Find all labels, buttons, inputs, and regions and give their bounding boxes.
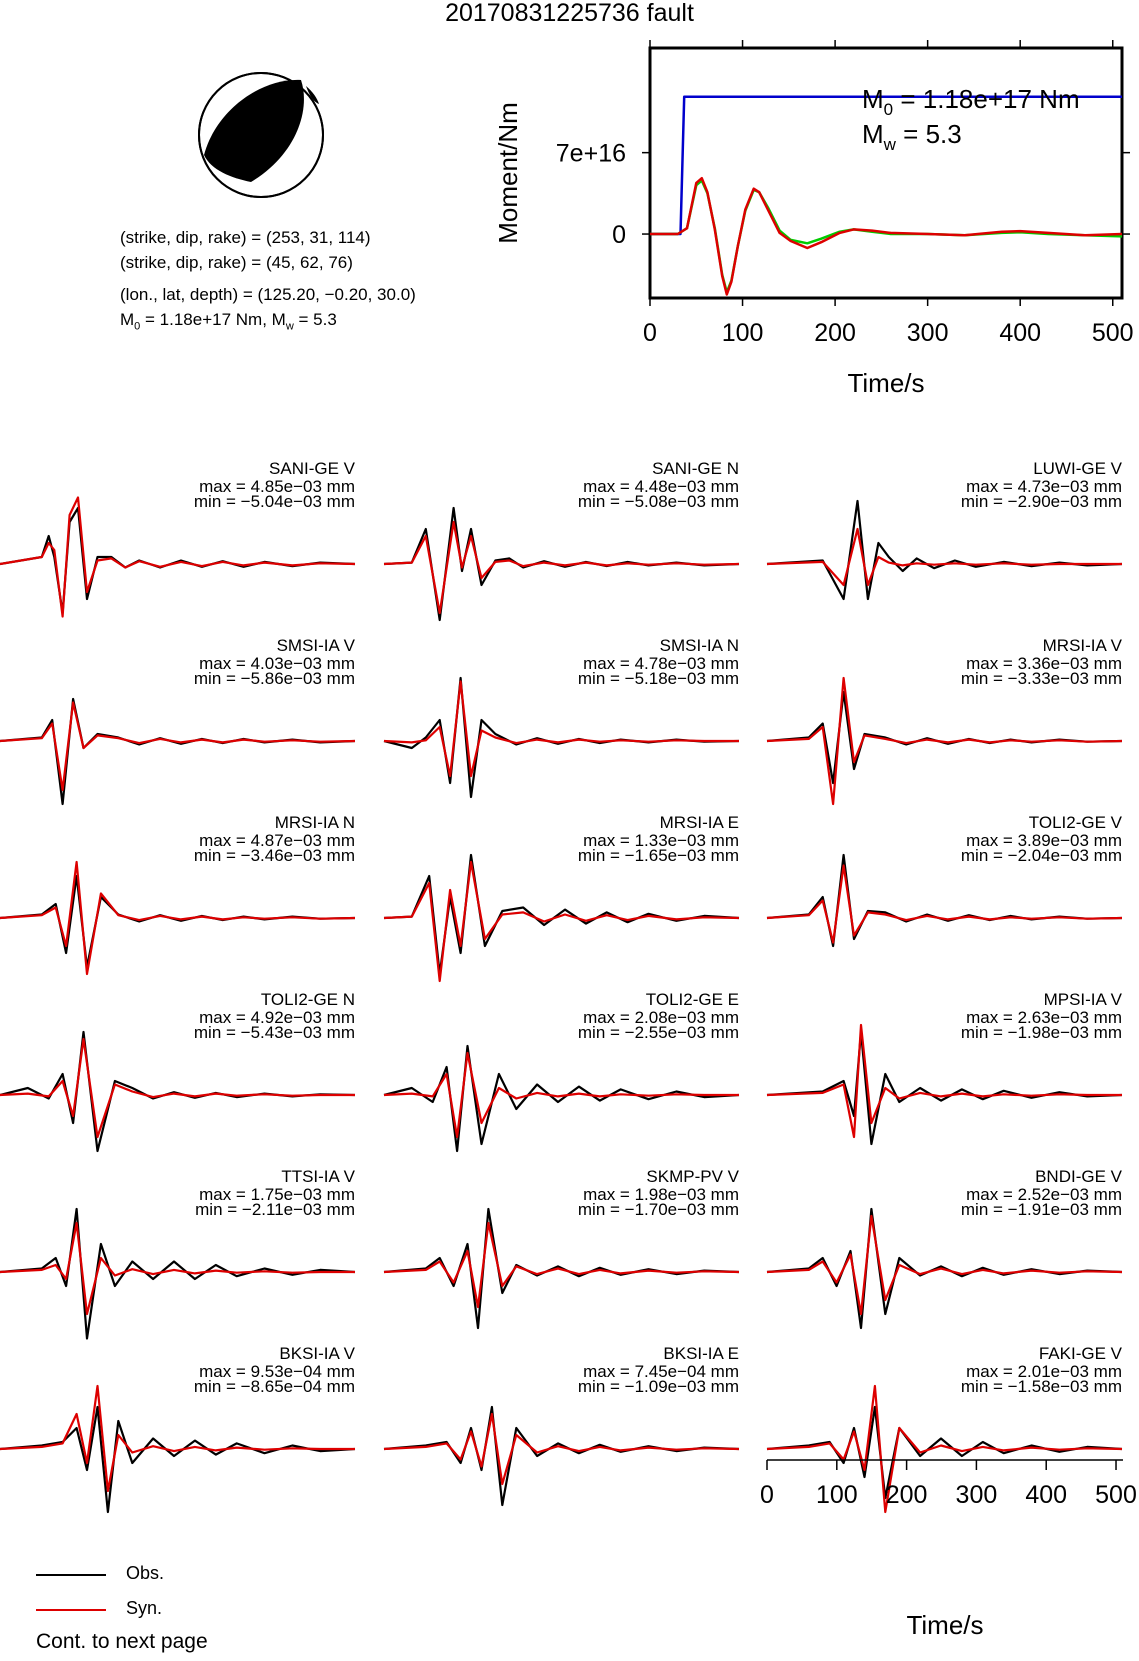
syn-trace — [0, 703, 355, 791]
m0-value: = 1.18e+17 Nm, M — [140, 310, 286, 329]
moment-x-tick-label: 200 — [814, 319, 856, 347]
station-label: LUWI-GE V — [1033, 460, 1122, 478]
min-amplitude-label: min = −8.65e−04 mm — [193, 1377, 355, 1396]
obs-trace — [0, 1407, 355, 1512]
moment-annotation-mw-value: = 5.3 — [895, 119, 962, 149]
station-label: TOLI2-GE N — [260, 990, 355, 1009]
moment-rate-green — [650, 181, 1122, 293]
obs-trace — [0, 508, 355, 613]
max-amplitude-label: max = 2.52e−03 mm — [966, 1185, 1122, 1204]
waveform-panel — [767, 1167, 1123, 1328]
min-amplitude-label: min = −2.90e−03 mm — [960, 492, 1122, 511]
station-label: MRSI-IA N — [274, 813, 355, 832]
time-axis-tick-label: 100 — [815, 1481, 858, 1509]
max-amplitude-label: max = 1.98e−03 mm — [583, 1185, 739, 1204]
m0-base: M — [120, 310, 135, 329]
waveform-panel — [0, 813, 355, 974]
station-label: TOLI2-GE E — [645, 990, 739, 1009]
min-amplitude-label: min = −3.33e−03 mm — [960, 669, 1122, 688]
max-amplitude-label: max = 7.45e−04 mm — [583, 1362, 739, 1381]
max-amplitude-label: max = 4.03e−03 mm — [199, 654, 355, 673]
waveform-panel — [767, 460, 1123, 599]
max-amplitude-label: max = 4.73e−03 mm — [966, 477, 1122, 496]
obs-trace — [767, 692, 1122, 783]
max-amplitude-label: max = 9.53e−04 mm — [199, 1362, 355, 1381]
mechanism-nodal-plane-2: (strike, dip, rake) = (45, 62, 76) — [120, 253, 353, 272]
station-label: TTSI-IA V — [281, 1167, 355, 1186]
min-amplitude-label: min = −5.04e−03 mm — [193, 492, 355, 511]
max-amplitude-label: max = 4.78e−03 mm — [583, 654, 739, 673]
station-label: SMSI-IA N — [659, 636, 739, 655]
waveform-panel — [767, 636, 1123, 804]
moment-rate-chart — [0, 40, 1139, 410]
time-axis-tick-label: 400 — [1025, 1481, 1068, 1509]
min-amplitude-label: min = −2.55e−03 mm — [577, 1023, 739, 1042]
legend-item-obs — [36, 1560, 336, 1590]
moment-annotation-mw — [862, 119, 962, 154]
moment-annotation-m0 — [862, 84, 1080, 119]
syn-trace — [767, 529, 1122, 585]
max-amplitude-label: max = 4.92e−03 mm — [199, 1008, 355, 1027]
time-axis-label: Time/s — [906, 1610, 984, 1640]
syn-trace — [767, 678, 1122, 804]
obs-trace — [767, 855, 1122, 946]
max-amplitude-label: max = 2.08e−03 mm — [583, 1008, 739, 1027]
waveform-grid — [0, 460, 1139, 1530]
min-amplitude-label: min = −1.65e−03 mm — [577, 846, 739, 865]
min-amplitude-label: min = −2.04e−03 mm — [960, 846, 1122, 865]
station-label: BKSI-IA V — [279, 1344, 355, 1363]
min-amplitude-label: min = −1.98e−03 mm — [960, 1023, 1122, 1042]
moment-x-axis-label: Time/s — [847, 368, 925, 398]
station-label: SMSI-IA V — [276, 636, 355, 655]
waveform-panel — [384, 990, 739, 1151]
syn-trace — [767, 866, 1122, 943]
syn-trace — [0, 1386, 355, 1491]
moment-annotation-m0-sub: 0 — [883, 100, 894, 119]
m0-sub: 0 — [134, 320, 141, 333]
min-amplitude-label: min = −5.18e−03 mm — [577, 669, 739, 688]
waveform-panel — [384, 1167, 740, 1328]
obs-trace — [384, 1046, 739, 1151]
moment-x-tick-label: 400 — [999, 319, 1042, 347]
station-label: SANI-GE N — [652, 460, 739, 478]
moment-rate-red — [650, 178, 1122, 294]
mechanism-nodal-plane-1: (strike, dip, rake) = (253, 31, 114) — [120, 228, 371, 247]
min-amplitude-label: min = −5.08e−03 mm — [577, 492, 739, 511]
max-amplitude-label: max = 4.87e−03 mm — [199, 831, 355, 850]
waveform-panel — [384, 636, 739, 797]
syn-trace — [384, 862, 739, 981]
max-amplitude-label: max = 2.63e−03 mm — [966, 1008, 1122, 1027]
waveform-panel — [384, 1344, 739, 1505]
max-amplitude-label: max = 1.33e−03 mm — [583, 831, 739, 850]
obs-trace — [0, 699, 355, 804]
station-label: MRSI-IA V — [1042, 636, 1122, 655]
syn-trace — [0, 1223, 355, 1314]
max-amplitude-label: max = 3.36e−03 mm — [966, 654, 1122, 673]
station-label: FAKI-GE V — [1038, 1344, 1122, 1363]
waveform-panel — [767, 990, 1123, 1144]
waveform-panel — [384, 813, 739, 981]
obs-trace — [767, 501, 1122, 599]
syn-trace — [384, 1053, 739, 1137]
moment-y-tick-label: 0 — [612, 221, 626, 250]
mw-value: = 5.3 — [293, 310, 337, 329]
max-amplitude-label: max = 3.89e−03 mm — [966, 831, 1122, 850]
syn-trace — [384, 1414, 739, 1484]
legend-syn-swatch — [36, 1609, 106, 1611]
station-label: BNDI-GE V — [1035, 1167, 1122, 1186]
syn-trace — [384, 682, 739, 777]
station-label: BKSI-IA E — [663, 1344, 739, 1363]
legend-obs-label: Obs. — [126, 1563, 165, 1583]
syn-trace — [384, 1223, 739, 1307]
min-amplitude-label: min = −2.11e−03 mm — [195, 1200, 355, 1219]
obs-trace — [767, 1032, 1122, 1144]
waveform-panel — [384, 460, 739, 620]
station-label: TOLI2-GE V — [1028, 813, 1122, 832]
legend-item-syn — [36, 1595, 336, 1625]
min-amplitude-label: min = −1.70e−03 mm — [577, 1200, 739, 1219]
moment-annotation-mw-base: M — [862, 119, 884, 149]
time-axis-tick-label: 0 — [760, 1481, 774, 1509]
moment-x-tick-label: 0 — [643, 319, 657, 347]
moment-y-tick-label: 7e+16 — [555, 139, 626, 168]
waveform-panel — [0, 1167, 356, 1339]
max-amplitude-label: max = 4.85e−03 mm — [199, 477, 355, 496]
max-amplitude-label: max = 4.48e−03 mm — [583, 477, 739, 496]
waveform-panel — [0, 990, 355, 1151]
waveform-panel — [0, 636, 356, 804]
min-amplitude-label: min = −1.58e−03 mm — [960, 1377, 1122, 1396]
station-label: SANI-GE V — [269, 460, 355, 478]
station-label: SKMP-PV V — [646, 1167, 739, 1186]
time-axis-tick-label: 300 — [955, 1481, 998, 1509]
mw-sub: w — [285, 320, 294, 333]
station-label: MPSI-IA V — [1043, 990, 1122, 1009]
min-amplitude-label: min = −5.43e−03 mm — [193, 1023, 355, 1042]
obs-trace — [0, 876, 355, 967]
moment-x-tick-label: 100 — [721, 319, 764, 347]
time-axis-tick-label: 500 — [1095, 1481, 1137, 1509]
time-axis-tick-label: 200 — [885, 1481, 928, 1509]
moment-annotation-m0-base: M — [862, 84, 884, 114]
syn-trace — [0, 862, 355, 974]
min-amplitude-label: min = −1.09e−03 mm — [577, 1377, 739, 1396]
waveform-panel — [0, 460, 356, 617]
obs-trace — [384, 678, 739, 797]
moment-annotation-mw-sub: w — [883, 135, 896, 154]
max-amplitude-label: max = 2.01e−03 mm — [966, 1362, 1122, 1381]
moment-y-axis-label: Moment/Nm — [493, 102, 523, 244]
min-amplitude-label: min = −3.46e−03 mm — [193, 846, 355, 865]
syn-trace — [384, 522, 739, 613]
figure-title: 20170831225736 fault — [445, 0, 694, 27]
obs-trace — [384, 1407, 739, 1505]
moment-x-tick-label: 500 — [1091, 319, 1134, 347]
legend-obs-swatch — [36, 1574, 106, 1576]
obs-trace — [0, 1209, 355, 1339]
syn-trace — [0, 1039, 355, 1137]
min-amplitude-label: min = −1.91e−03 mm — [960, 1200, 1122, 1219]
waveform-panel — [767, 813, 1123, 946]
station-label: MRSI-IA E — [659, 813, 739, 832]
waveform-panel — [0, 1344, 356, 1512]
continuation-note: Cont. to next page — [36, 1630, 208, 1653]
moment-annotation-m0-value: = 1.18e+17 Nm — [893, 84, 1080, 114]
legend-syn-label: Syn. — [126, 1598, 163, 1618]
max-amplitude-label: max = 1.75e−03 mm — [199, 1185, 355, 1204]
min-amplitude-label: min = −5.86e−03 mm — [193, 669, 355, 688]
mechanism-location: (lon., lat, depth) = (125.20, −0.20, 30.0) — [120, 285, 416, 304]
syn-trace — [767, 1216, 1122, 1314]
moment-x-tick-label: 300 — [906, 319, 949, 347]
